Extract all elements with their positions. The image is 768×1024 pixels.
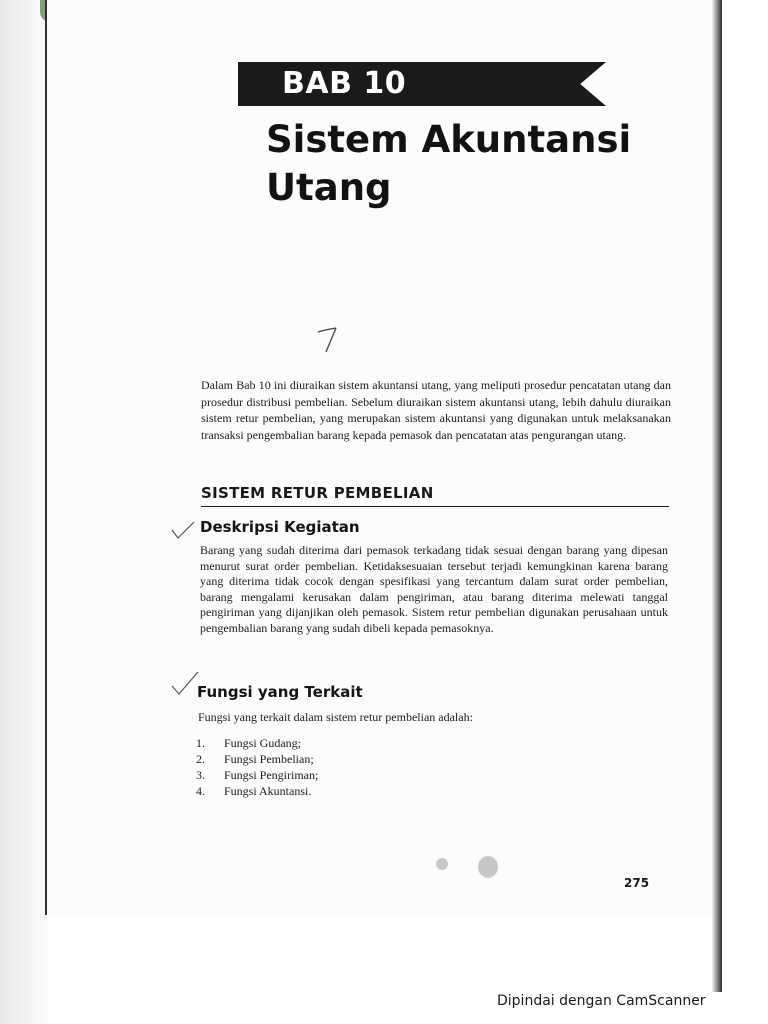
scan-spot [436, 858, 448, 870]
pencil-mark-icon [306, 318, 346, 358]
chapter-title-line-2: Utang [266, 166, 392, 209]
list-item-text: Fungsi Gudang; [224, 736, 302, 750]
checkmark-icon [170, 670, 200, 698]
list-item-text: Fungsi Pengiriman; [224, 768, 319, 782]
list-item [196, 751, 318, 767]
subsection-heading-fungsi: Fungsi yang Terkait [197, 683, 363, 701]
scan-spot [478, 856, 498, 878]
deskripsi-paragraph: Barang yang sudah diterima dari pemasok terkadang tidak sesuai dengan barang yang dipesan menurut surat order pembelian. Ketidaksesuaian tersebut terjadi kemungkinan karena barang yang diterima tidak cocok dengan spesifikasi yang tercantum dalam surat order pembelian, barang mengalami kerusakan dalam pengiriman, atau barang diterima melewati tanggal pengiriman yang dijanjikan oleh pemasok. Sistem retur pembelian digunakan perusahaan untuk pengembalian barang yang sudah dibeli kepada pemasoknya. [200, 543, 668, 635]
book-gutter-shadow [0, 0, 48, 1024]
binding-edge [45, 0, 47, 915]
list-item-number: 2. [196, 752, 205, 766]
fungsi-intro: Fungsi yang terkait dalam sistem retur pembelian adalah: [198, 710, 473, 724]
list-item [196, 783, 318, 799]
scanner-watermark: Dipindai dengan CamScanner [497, 993, 706, 1009]
chapter-title [266, 116, 686, 212]
list-item [196, 767, 318, 783]
subsection-heading-deskripsi: Deskripsi Kegiatan [200, 518, 360, 536]
fungsi-list [196, 735, 318, 799]
intro-paragraph: Dalam Bab 10 ini diuraikan sistem akuntansi utang, yang meliputi prosedur pencatatan utang dan prosedur distribusi pembelian. Sebelum diuraikan sistem akuntansi utang, lebih dahulu diuraikan sistem retur pembelian, yang merupakan sistem akuntansi yang digunakan untuk melaksanakan transaksi pengembalian barang kepada pemasok dan pencatatan atas pengurangan utang. [201, 378, 671, 442]
list-item-number: 4. [196, 784, 205, 798]
page-number: 275 [624, 876, 650, 890]
checkmark-icon [170, 520, 196, 542]
list-item-number: 1. [196, 736, 205, 750]
list-item [196, 735, 318, 751]
list-item-text: Fungsi Pembelian; [224, 752, 314, 766]
page-right-edge-shadow [712, 0, 722, 992]
chapter-title-line-1: Sistem Akuntansi [266, 118, 632, 161]
chapter-label: BAB 10 [282, 66, 407, 101]
list-item-number: 3. [196, 768, 205, 782]
list-item-text: Fungsi Akuntansi. [224, 784, 312, 798]
section-heading: SISTEM RETUR PEMBELIAN [201, 484, 669, 507]
